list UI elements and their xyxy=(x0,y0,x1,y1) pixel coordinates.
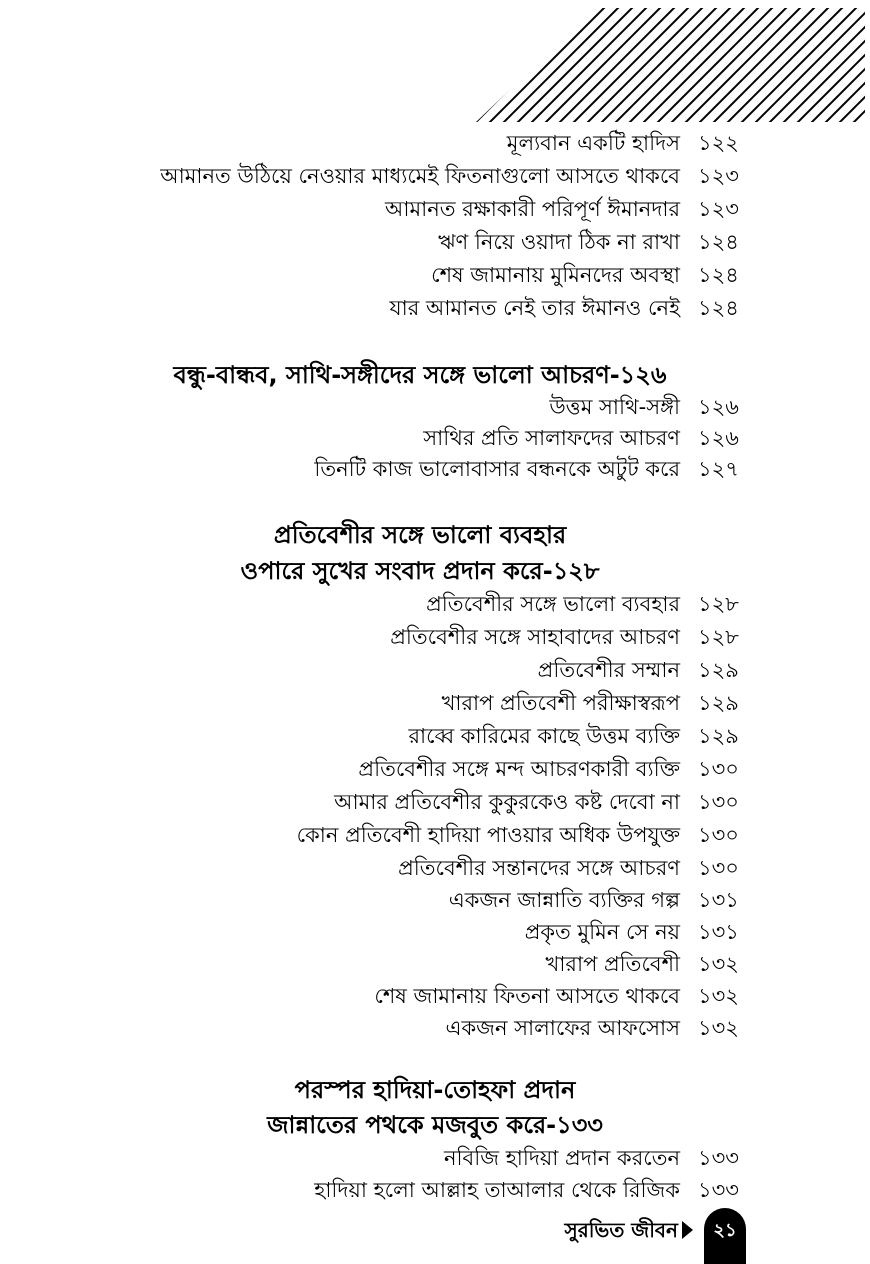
toc-entry-title: নবিজি হাদিয়া প্রদান করতেন xyxy=(444,1146,680,1170)
toc-entry-title: প্রতিবেশীর সন্তানদের সঙ্গে আচরণ xyxy=(398,856,680,880)
section-heading: জান্নাতের পথকে মজবুত করে-১৩৩ xyxy=(267,1111,603,1139)
toc-entry-title: একজন জান্নাতি ব্যক্তির গল্প xyxy=(448,888,680,912)
triangle-right-icon xyxy=(682,1221,693,1239)
toc-entry-page: ১২৯ xyxy=(698,724,739,748)
toc-entry-page: ১২৮ xyxy=(698,625,739,649)
toc-entry-title: কোন প্রতিবেশী হাদিয়া পাওয়ার অধিক উপযুক্ত xyxy=(296,823,680,847)
toc-entry-page: ১২৩ xyxy=(698,164,739,188)
toc-entry-title: যার আমানত নেই তার ঈমানও নেই xyxy=(389,296,680,320)
toc-entry-title: উত্তম সাথি-সঙ্গী xyxy=(549,395,680,419)
toc-entry-title: আমানত রক্ষাকারী পরিপূর্ণ ঈমানদার xyxy=(385,197,680,221)
toc-entry-page: ১৩০ xyxy=(698,790,739,814)
toc-entry-page: ১২৯ xyxy=(698,691,739,715)
section-heading: পরস্পর হাদিয়া-তোহফা প্রদান xyxy=(294,1076,576,1104)
toc-entry-page: ১৩০ xyxy=(698,823,739,847)
section-heading: প্রতিবেশীর সঙ্গে ভালো ব্যবহার xyxy=(273,521,567,549)
toc-entry-title: প্রতিবেশীর সঙ্গে ভালো ব্যবহার xyxy=(426,592,680,616)
toc-entry-title: সাথির প্রতি সালাফদের আচরণ xyxy=(423,426,680,450)
book-title: সুরভিত জীবন xyxy=(564,1218,678,1242)
toc-entry-page: ১৩১ xyxy=(698,920,739,944)
toc-entry-title: একজন সালাফের আফসোস xyxy=(445,1016,680,1040)
toc-entry-page: ১৩১ xyxy=(698,888,739,912)
toc-entry-page: ১২৯ xyxy=(698,658,739,682)
toc-entry-title: প্রতিবেশীর সঙ্গে সাহাবাদের আচরণ xyxy=(390,625,680,649)
toc-entry-title: আমার প্রতিবেশীর কুকুরকেও কষ্ট দেবো না xyxy=(334,790,680,814)
toc-entry-title: খারাপ প্রতিবেশী xyxy=(545,952,680,976)
toc-entry-page: ১২৬ xyxy=(698,426,739,450)
toc-entry-page: ১২২ xyxy=(698,131,739,155)
section-heading: বন্ধু-বান্ধব, সাথি-সঙ্গীদের সঙ্গে ভালো আচরণ-১২৬ xyxy=(173,361,667,389)
toc-entry-page: ১৩২ xyxy=(698,1016,739,1040)
toc-entry-title: প্রতিবেশীর সম্মান xyxy=(537,658,680,682)
toc-entry-title: শেষ জামানায় ফিতনা আসতে থাকবে xyxy=(374,984,680,1008)
page-number: ২১ xyxy=(713,1220,737,1241)
toc-entry-title: আমানত উঠিয়ে নেওয়ার মাধ্যমেই ফিতনাগুলো আসতে থাকবে xyxy=(160,164,680,188)
toc-entry-title: তিনটি কাজ ভালোবাসার বন্ধনকে অটুট করে xyxy=(314,457,680,481)
toc-entry-page: ১২৪ xyxy=(698,296,739,320)
toc-entry-title: প্রতিবেশীর সঙ্গে মন্দ আচরণকারী ব্যক্তি xyxy=(358,757,680,781)
toc-entry-page: ১৩২ xyxy=(698,952,739,976)
toc-entry-title: প্রকৃত মুমিন সে নয় xyxy=(524,920,680,944)
toc-entry-title: রাব্বে কারিমের কাছে উত্তম ব্যক্তি xyxy=(408,724,680,748)
toc-entry-title: ঋণ নিয়ে ওয়াদা ঠিক না রাখা xyxy=(438,230,680,254)
toc-entry-title: শেষ জামানায় মুমিনদের অবস্থা xyxy=(431,263,680,287)
toc-entry-page: ১৩০ xyxy=(698,757,739,781)
toc-entry-page: ১৩৩ xyxy=(698,1146,739,1170)
toc-entry-page: ১২৪ xyxy=(698,230,739,254)
toc-entry-page: ১২৩ xyxy=(698,197,739,221)
toc-entry-title: হাদিয়া হলো আল্লাহ তাআলার থেকে রিজিক xyxy=(314,1178,680,1202)
toc-entry-page: ১৩২ xyxy=(698,984,739,1008)
toc-entry-page: ১৩০ xyxy=(698,856,739,880)
toc-entry-page: ১২৮ xyxy=(698,592,739,616)
section-heading: ওপারে সুখের সংবাদ প্রদান করে-১২৮ xyxy=(240,557,600,585)
toc-entry-page: ১২৪ xyxy=(698,263,739,287)
toc-entry-page: ১২৬ xyxy=(698,395,739,419)
toc-entry-page: ১৩৩ xyxy=(698,1178,739,1202)
toc-entry-title: খারাপ প্রতিবেশী পরীক্ষাস্বরূপ xyxy=(441,691,680,715)
diagonal-stripes-decoration xyxy=(0,0,870,130)
toc-entry-title: মূল্যবান একটি হাদিস xyxy=(506,131,680,155)
toc-entry-page: ১২৭ xyxy=(698,457,739,481)
